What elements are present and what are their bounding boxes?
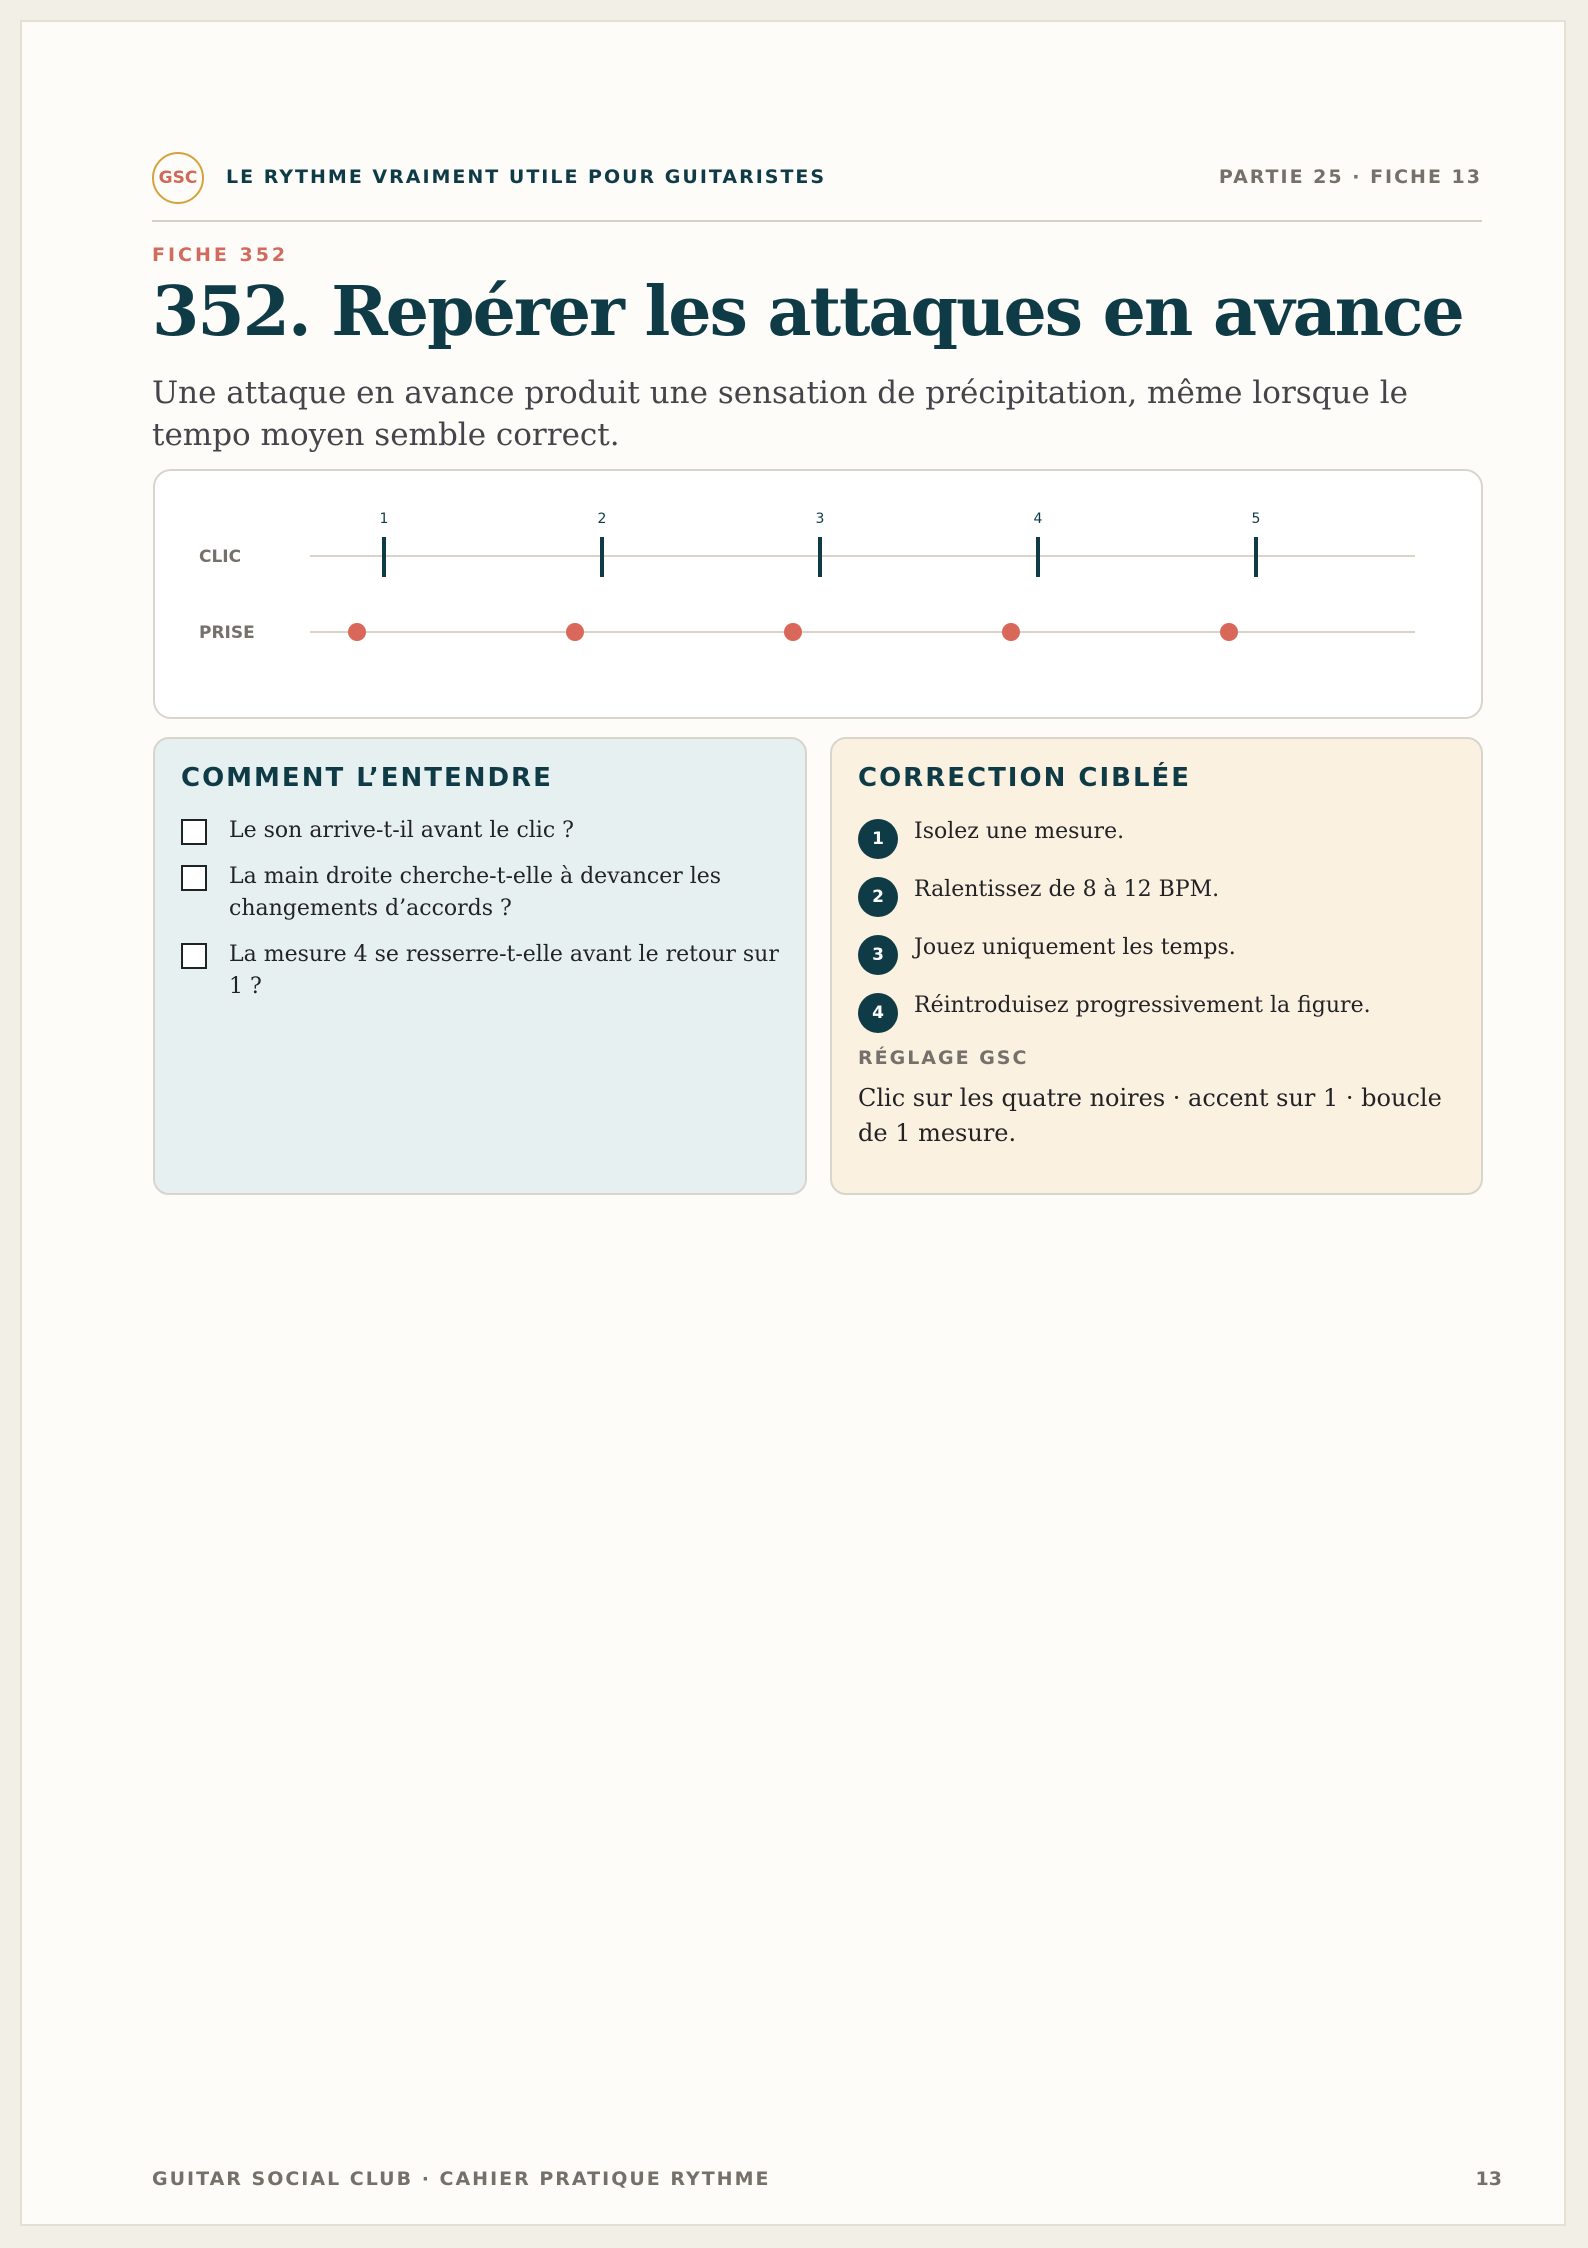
step-text: Ralentissez de 8 à 12 BPM. [914, 877, 1220, 902]
footer-title: GUITAR SOCIAL CLUB · CAHIER PRATIQUE RYTHME [152, 2168, 771, 2190]
checkbox[interactable] [181, 865, 207, 891]
step-item [858, 817, 1458, 875]
header-title: LE RYTHME VRAIMENT UTILE POUR GUITARISTES [226, 166, 827, 188]
header-section: PARTIE 25 · FICHE 13 [1218, 166, 1482, 188]
step-number-badge: 3 [858, 935, 898, 975]
step-text: Jouez uniquement les temps. [914, 935, 1236, 960]
attack-dot [566, 623, 584, 641]
row-label-prise: PRISE [199, 623, 255, 643]
beat-number-label: 4 [1033, 511, 1043, 527]
correction-steps [858, 817, 1458, 1049]
correction-card [830, 737, 1483, 1195]
step-item [858, 875, 1458, 933]
beat-number-label: 3 [815, 511, 825, 527]
step-item [858, 991, 1458, 1049]
entendre-checklist [181, 815, 781, 1017]
checklist-item [181, 939, 781, 1003]
correction-title: CORRECTION CIBLÉE [858, 763, 1192, 793]
checklist-item [181, 815, 781, 847]
step-number-badge: 4 [858, 993, 898, 1033]
entendre-card [153, 737, 807, 1195]
beat-number-label: 5 [1251, 511, 1261, 527]
timing-diagram-svg [155, 471, 1481, 717]
step-item [858, 933, 1458, 991]
checklist-item-text: La main droite cherche-t-elle à devancer les changements d’accords ? [229, 864, 722, 921]
gsc-logo: GSC [152, 152, 204, 204]
checklist-item [181, 861, 781, 925]
row-label-clic: CLIC [199, 547, 242, 567]
page [20, 20, 1566, 2226]
reglage-title: RÉGLAGE GSC [858, 1047, 1029, 1069]
beat-number-label: 2 [597, 511, 607, 527]
fiche-label: FICHE 352 [152, 244, 289, 266]
attack-dot [784, 623, 802, 641]
step-text: Réintroduisez progressivement la figure. [914, 993, 1371, 1018]
entendre-title: COMMENT L’ENTENDRE [181, 763, 553, 793]
page-number: 13 [1475, 2168, 1502, 2190]
attack-dot [1002, 623, 1020, 641]
step-number-badge: 1 [858, 819, 898, 859]
timing-diagram [153, 469, 1483, 719]
attack-dot [348, 623, 366, 641]
beat-number-label: 1 [379, 511, 389, 527]
reglage-text: Clic sur les quatre noires · accent sur 1 · boucle de 1 mesure. [858, 1084, 1442, 1147]
page-title: 352. Repérer les attaques en avance [152, 272, 1463, 352]
step-number-badge: 2 [858, 877, 898, 917]
attack-dot [1220, 623, 1238, 641]
checklist-item-text: La mesure 4 se resserre-t-elle avant le retour sur 1 ? [229, 942, 779, 999]
page-header [152, 132, 1482, 222]
checkbox[interactable] [181, 819, 207, 845]
step-text: Isolez une mesure. [914, 819, 1125, 844]
page-subtitle: Une attaque en avance produit une sensation de précipitation, même lorsque le tempo moyen semble correct. [152, 375, 1408, 453]
checklist-item-text: Le son arrive-t-il avant le clic ? [229, 818, 574, 843]
checkbox[interactable] [181, 943, 207, 969]
